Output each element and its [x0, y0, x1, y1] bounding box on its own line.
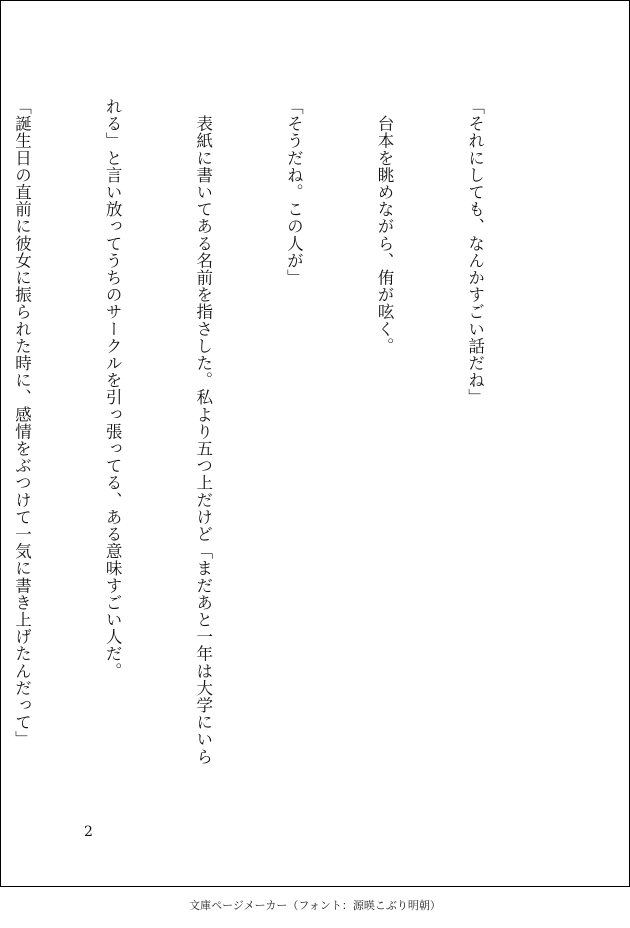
text-line: 「それにしても、なんかすごい話だね」 [465, 98, 485, 406]
vertical-text-body [0, 98, 550, 818]
text-line: 表紙に書いてある名前を指さした。私より五つ上だけど「まだあと一年は大学にいら [193, 98, 213, 765]
text-line: 台本を眺めながら、侑が呟く。 [374, 98, 394, 355]
text-line: 「誕生日の直前に彼女に振られた時に、感情をぶつけて一気に書き上げたんだって」 [12, 98, 32, 748]
page-number: 2 [84, 824, 93, 840]
footer-credit: 文庫ページメーカー（フォント：源暎こぶり明朝） [189, 899, 441, 912]
text-line: れる」と言い放ってうちのサークルを引っ張ってる、ある意味すごい人だ。 [103, 98, 123, 680]
text-line: 「そうだね。この人が」 [284, 98, 304, 287]
